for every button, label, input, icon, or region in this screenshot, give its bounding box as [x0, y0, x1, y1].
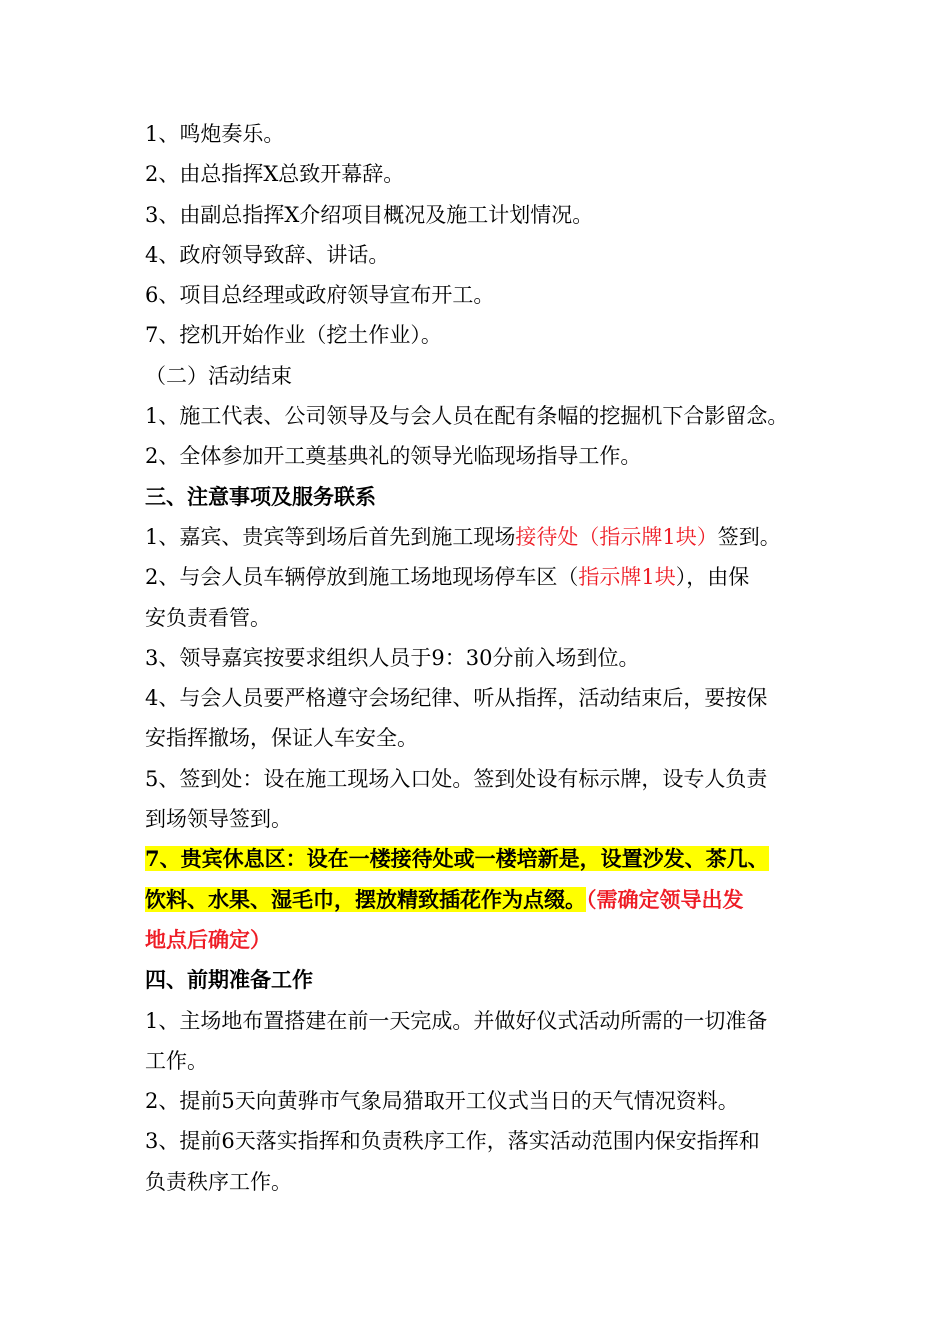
step-4-government-speech: 4、政府领导致辞、讲话。 — [145, 242, 390, 267]
note-7-remark-line2: 地点后确定） — [145, 926, 271, 952]
section-heading-notes: 三、注意事项及服务联系 — [145, 483, 376, 509]
note-7-remark: （需确定领导出发 — [586, 886, 744, 912]
note-2-parking — [145, 557, 815, 597]
prep-2-weather: 2、提前5天向黄骅市气象局猎取开工仪式当日的天气情况资料。 — [145, 1089, 739, 1114]
note-2-text: 2、与会人员车辆停放到施工场地现场停车区（ — [145, 565, 579, 590]
step-6-announce-start: 6、项目总经理或政府领导宣布开工。 — [145, 283, 495, 308]
end-step-1-group-photo: 1、施工代表、公司领导及与会人员在配有条幅的挖掘机下合影留念。 — [145, 404, 789, 429]
note-4-discipline: 4、与会人员要严格遵守会场纪律、听从指挥，活动结束后，要按保 — [145, 686, 768, 711]
note-7-vip-lounge-line2 — [145, 880, 815, 920]
note-1-end: 签到。 — [717, 524, 781, 549]
note-2-sign: 指示牌1块 — [578, 565, 676, 590]
note-1-text: 1、嘉宾、贵宾等到场后首先到施工现场 — [145, 524, 516, 549]
end-step-2-site-guidance: 2、全体参加开工奠基典礼的领导光临现场指导工作。 — [145, 444, 642, 469]
step-1-firecrackers: 1、鸣炮奏乐。 — [145, 122, 285, 146]
prep-3-security: 3、提前6天落实指挥和负责秩序工作，落实活动范围内保安指挥和 — [145, 1129, 760, 1154]
note-2-parking-line2: 安负责看管。 — [145, 605, 271, 630]
step-2-opening-speech: 2、由总指挥X总致开幕辞。 — [145, 162, 405, 187]
step-7-excavator: 7、挖机开始作业（挖土作业）。 — [145, 323, 442, 348]
note-5-signin-desk-line2: 到场领导签到。 — [145, 807, 292, 832]
subsection-activity-end: （二）活动结束 — [145, 363, 292, 388]
prep-1-setup: 1、主场地布置搭建在前一天完成。并做好仪式活动所需的一切准备 — [145, 1008, 768, 1033]
note-7-highlight-text: 7、贵宾休息区：设在一楼接待处或一楼培新是，设置沙发、茶几、 — [145, 846, 769, 872]
note-5-signin-desk: 5、签到处：设在施工现场入口处。签到处设有标示牌，设专人负责 — [145, 766, 768, 791]
note-4-discipline-line2: 安指挥撤场，保证人车安全。 — [145, 726, 418, 751]
note-2-text-cont: ），由保 — [675, 565, 750, 590]
prep-3-security-line2: 负责秩序工作。 — [145, 1169, 292, 1194]
prep-1-setup-line2: 工作。 — [145, 1048, 208, 1073]
note-7-highlight-text-cont: 饮料、水果、湿毛巾，摆放精致插花作为点缀。 — [145, 886, 586, 912]
note-7-vip-lounge — [145, 839, 815, 879]
step-3-project-intro: 3、由副总指挥X介绍项目概况及施工计划情况。 — [145, 202, 594, 227]
note-1-reception-sign: 接待处（指示牌1块） — [515, 524, 718, 549]
section-heading-preparation: 四、前期准备工作 — [145, 967, 313, 993]
note-3-arrival: 3、领导嘉宾按要求组织人员于9：30分前入场到位。 — [145, 645, 640, 670]
document-page — [145, 114, 815, 1202]
note-1-checkin — [145, 517, 815, 557]
